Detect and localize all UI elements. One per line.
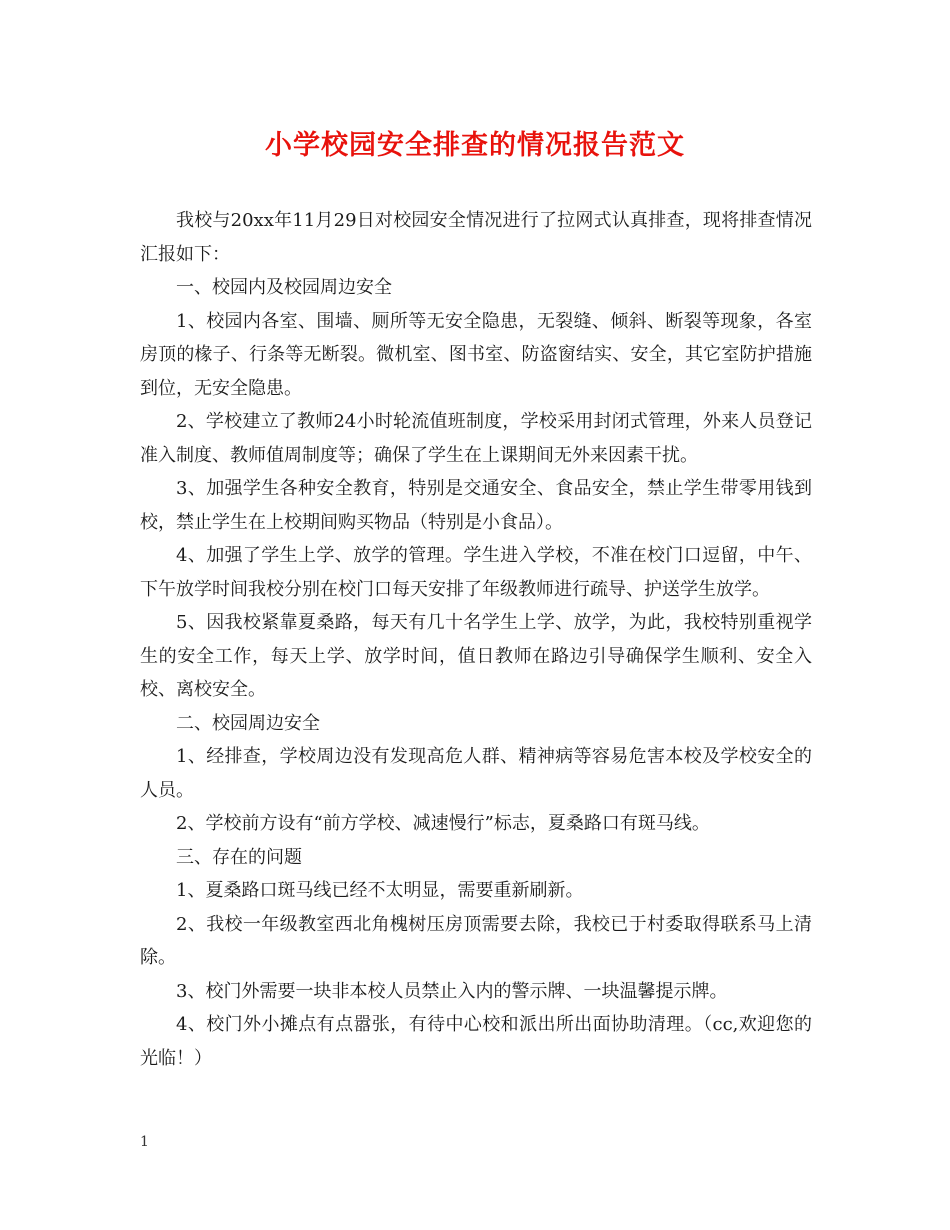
- paragraph: 1、经排查，学校周边没有发现高危人群、精神病等容易危害本校及学校安全的人员。: [140, 746, 812, 801]
- paragraph: 3、加强学生各种安全教育，特别是交通安全、食品安全，禁止学生带零用钱到校，禁止学生在上校期间购买物品（特别是小食品）。: [140, 478, 812, 533]
- paragraph-intro: 我校与20xx年11月29日对校园安全情况进行了拉网式认真排查，现将排查情况汇报如下：: [140, 210, 812, 265]
- document-title: 小学校园安全排查的情况报告范文: [265, 130, 685, 161]
- section-heading-1: 一、校园内及校园周边安全: [176, 277, 392, 298]
- section-heading-3: 三、存在的问题: [176, 846, 302, 868]
- paragraph: 1、夏桑路口斑马线已经不太明显，需要重新刷新。: [176, 880, 584, 901]
- paragraph: 5、因我校紧靠夏桑路，每天有几十名学生上学、放学，为此，我校特别重视学生的安全工作，每天上学、放学时间，值日教师在路边引导确保学生顺利、安全入校、离校安全。: [140, 612, 812, 700]
- page-number: 1: [140, 1134, 149, 1150]
- paragraph: 2、我校一年级教室西北角槐树压房顶需要去除，我校已于村委取得联系马上清除。: [140, 913, 812, 968]
- paragraph: 3、校门外需要一块非本校人员禁止入内的警示牌、一块温馨提示牌。: [176, 980, 728, 1002]
- paragraph: 2、学校建立了教师24小时轮流值班制度，学校采用封闭式管理，外来人员登记准入制度、教师值周制度等；确保了学生在上课期间无外来因素干扰。: [140, 411, 812, 466]
- paragraph: 4、校门外小摊点有点嚣张，有待中心校和派出所出面协助清理。（cc,欢迎您的光临！）: [140, 1014, 812, 1069]
- section-heading-2: 二、校园周边安全: [176, 712, 320, 734]
- paragraph: 1、校园内各室、围墙、厕所等无安全隐患，无裂缝、倾斜、断裂等现象，各室房顶的椽子、行条等无断裂。微机室、图书室、防盗窗结实、安全，其它室防护措施到位，无安全隐患。: [140, 310, 812, 399]
- document-body: [140, 204, 812, 1075]
- paragraph: 4、加强了学生上学、放学的管理。学生进入学校，不准在校门口逗留，中午、下午放学时间我校分别在校门口每天安排了年级教师进行疏导、护送学生放学。: [140, 545, 812, 600]
- paragraph: 2、学校前方设有“前方学校、减速慢行”标志，夏桑路口有斑马线。: [176, 813, 710, 834]
